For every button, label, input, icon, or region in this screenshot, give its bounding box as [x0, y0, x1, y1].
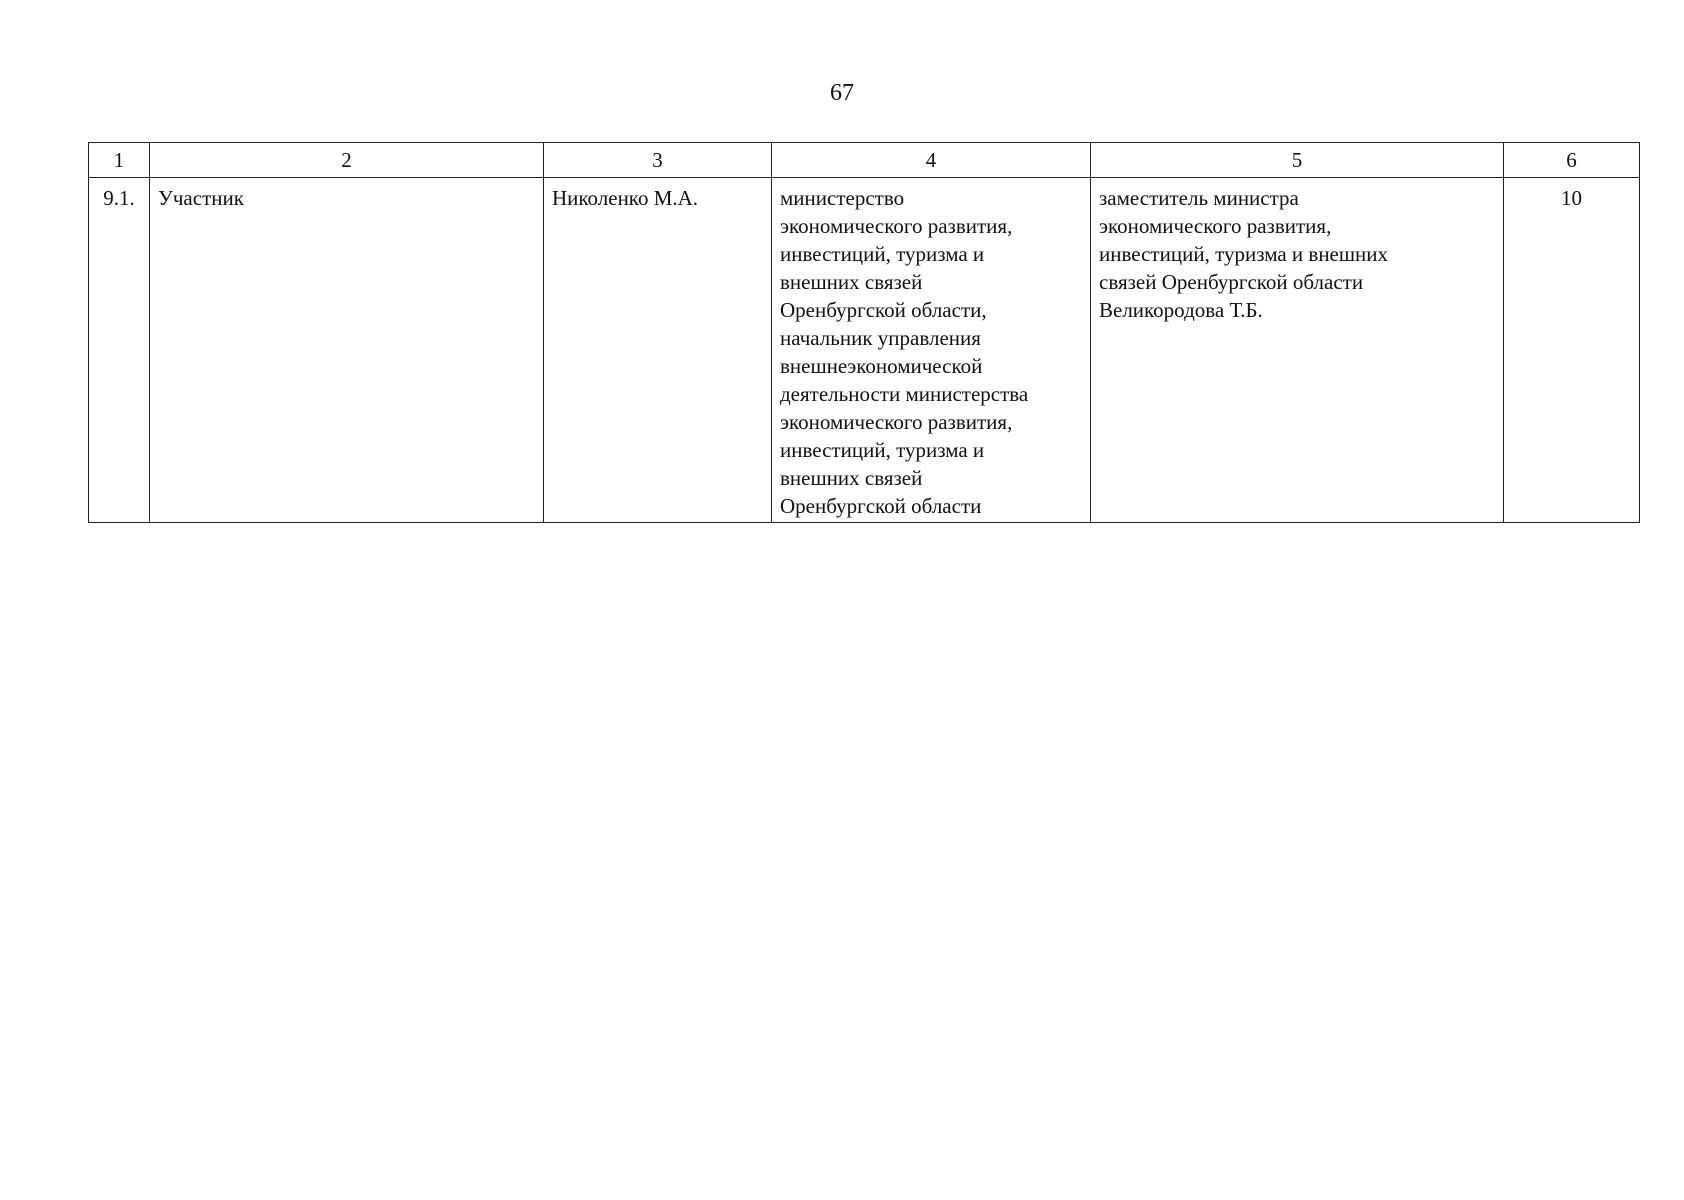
position-cell: [772, 178, 1091, 523]
header-cell-6: 6: [1504, 143, 1640, 178]
position-text: министерство экономического развития, инвестиций, туризма и внешних связей Оренбургской области, начальник управления внешнеэкономической деятельности министерства экономического развития, инвестиций, туризма и внешних связей Оренбургской области: [780, 186, 1029, 518]
header-cell-5: 5: [1091, 143, 1504, 178]
table-header-row: [89, 143, 1640, 178]
table-row: [89, 178, 1640, 523]
data-table: [88, 142, 1640, 523]
header-cell-1: 1: [89, 143, 150, 178]
header-cell-4: 4: [772, 143, 1091, 178]
supervisor-text: заместитель министра экономического развития, инвестиций, туризма и внешних связей Оренбургской области Великородова Т.Б.: [1099, 186, 1389, 322]
name-cell: Николенко М.А.: [544, 178, 772, 523]
value-cell: 10: [1504, 178, 1640, 523]
role-cell: Участник: [150, 178, 544, 523]
header-cell-2: 2: [150, 143, 544, 178]
header-cell-3: 3: [544, 143, 772, 178]
supervisor-cell: [1091, 178, 1504, 523]
row-number-cell: 9.1.: [89, 178, 150, 523]
page-number: 67: [830, 80, 854, 106]
